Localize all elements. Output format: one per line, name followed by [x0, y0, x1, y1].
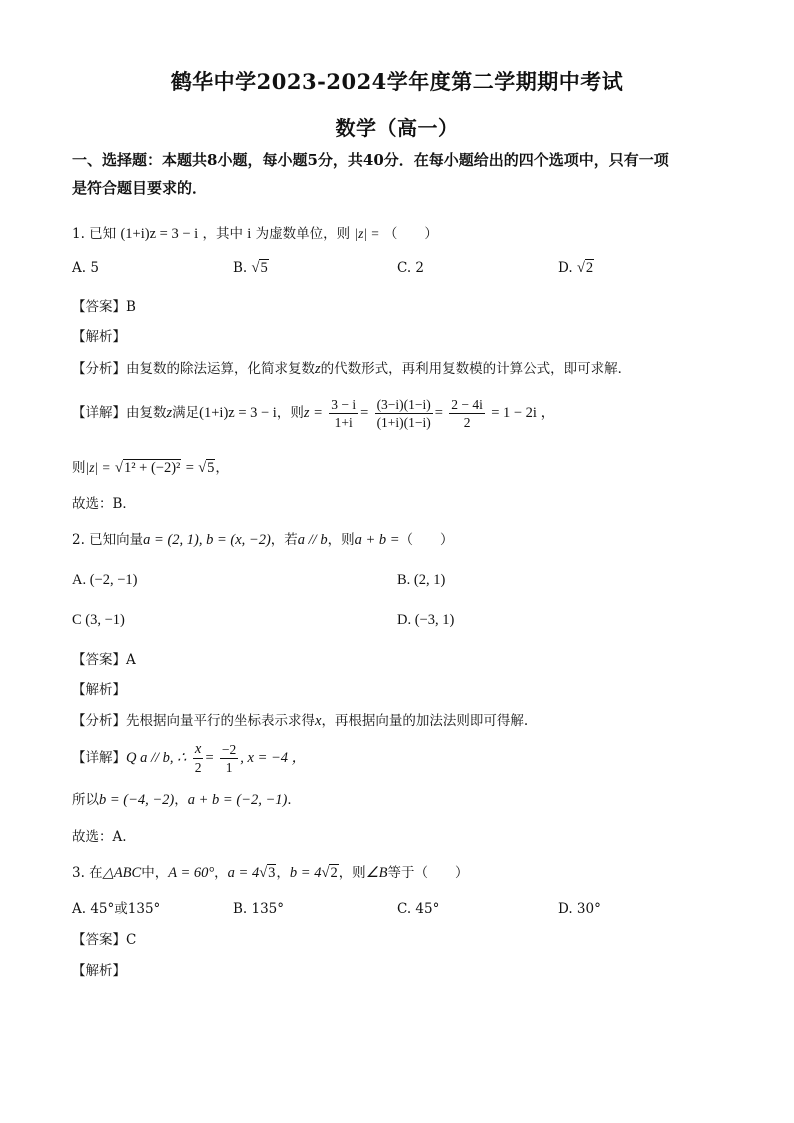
q3-stem: 3. 在△ABC中，A = 60°，a = 4√3，b = 4√2，则∠B等于（ ）	[72, 865, 469, 881]
q2-fenxi: 【分析】先根据向量平行的坐标表示求得x，再根据向量的加法法则即可得解.	[72, 713, 529, 729]
q1-equation: (1+i)z = 3 − i	[120, 226, 199, 242]
q3-answer: 【答案】C	[72, 932, 137, 948]
q2-vectors: a = (2, 1), b = (x, −2)	[143, 532, 271, 548]
q1-stem: 1. 已知 (1+i)z = 3 − i ，其中 i 为虚数单位，则 |z| = （ ）	[72, 226, 438, 242]
q2-stem: 2. 已知向量a = (2, 1), b = (x, −2)，若a // b，则a + b =（ ）	[72, 532, 454, 548]
q2-fraction-2: $\frac{-2}{1}$	[221, 742, 237, 775]
q3-option-a: A. 45°或135°	[72, 901, 161, 917]
q1-detail: 【详解】由复数z满足(1+i)z = 3 − i，则z = $\frac{3 - i}{1+i}$ = $\frac{(3-i)(1-i)}{(1+i)(1-i)}$ = $\frac{2 - 4i}{2}$ = 1 − 2i ，	[72, 397, 556, 430]
q2-conclusion: 故选：A.	[72, 829, 127, 845]
section-heading-line1: 一、选择题：本题共8小题，每小题5分，共40分．在每小题给出的四个选项中，只有一项	[72, 151, 669, 169]
exam-title: 鹤华中学2023-2024学年度第二学期期中考试	[170, 69, 624, 94]
q1-modulus-calc: 则|z| = √1² + (−2)² = √5，	[72, 460, 229, 476]
q2-option-d: D. (−3, 1)	[397, 612, 455, 628]
q2-answer: 【答案】A	[72, 652, 136, 668]
q1-modulus-sqrt: √1² + (−2)²	[114, 460, 181, 476]
q1-analysis-label: 【解析】	[72, 329, 126, 345]
q1-option-d-sqrt: √2	[576, 260, 594, 276]
q1-option-d: D. √2	[558, 260, 594, 276]
q2-detail: 【详解】Q a // b, ∴ $\frac{x}{2}$ = $\frac{-2}{1}$ , x = −4 ，	[72, 741, 307, 775]
q3-option-d: D. 30°	[558, 901, 601, 917]
q1-fraction-3: $\frac{2 - 4i}{2}$	[451, 397, 483, 430]
section-heading	[72, 146, 732, 202]
q2-option-a: A. (−2, −1)	[72, 572, 138, 588]
q2-analysis-label: 【解析】	[72, 682, 126, 698]
q3-analysis-label: 【解析】	[72, 963, 126, 979]
q2-fraction-1: $\frac{x}{2}$	[194, 741, 202, 775]
q1-conclusion: 故选：B．	[72, 496, 136, 512]
q1-option-a: A. 5	[72, 260, 99, 276]
exam-subtitle: 数学（高一）	[335, 116, 459, 140]
q2-option-c: C (3, −1)	[72, 612, 125, 628]
q1-fraction-1: $\frac{3 - i}{1+i}$	[331, 397, 357, 430]
q1-option-b: B. √5	[233, 260, 268, 276]
q1-modulus: |z| =	[354, 226, 380, 241]
q1-option-c: C. 2	[397, 260, 425, 276]
q1-option-b-sqrt: √5	[251, 260, 268, 276]
q2-detail-line2: 所以b = (−4, −2)，a + b = (−2, −1)．	[72, 792, 301, 808]
q3-option-b: B. 135°	[233, 901, 285, 917]
q1-fraction-2: $\frac{(3-i)(1-i)}{(1+i)(1-i)}$	[376, 397, 431, 430]
q3-option-c: C. 45°	[397, 901, 440, 917]
q2-option-b: B. (2, 1)	[397, 572, 446, 588]
q1-answer: 【答案】B	[72, 299, 136, 315]
q1-fenxi: 【分析】由复数的除法运算，化简求复数z的代数形式，再利用复数模的计算公式，即可求解．	[72, 361, 632, 377]
section-heading-line2: 是符合题目要求的．	[72, 179, 208, 197]
